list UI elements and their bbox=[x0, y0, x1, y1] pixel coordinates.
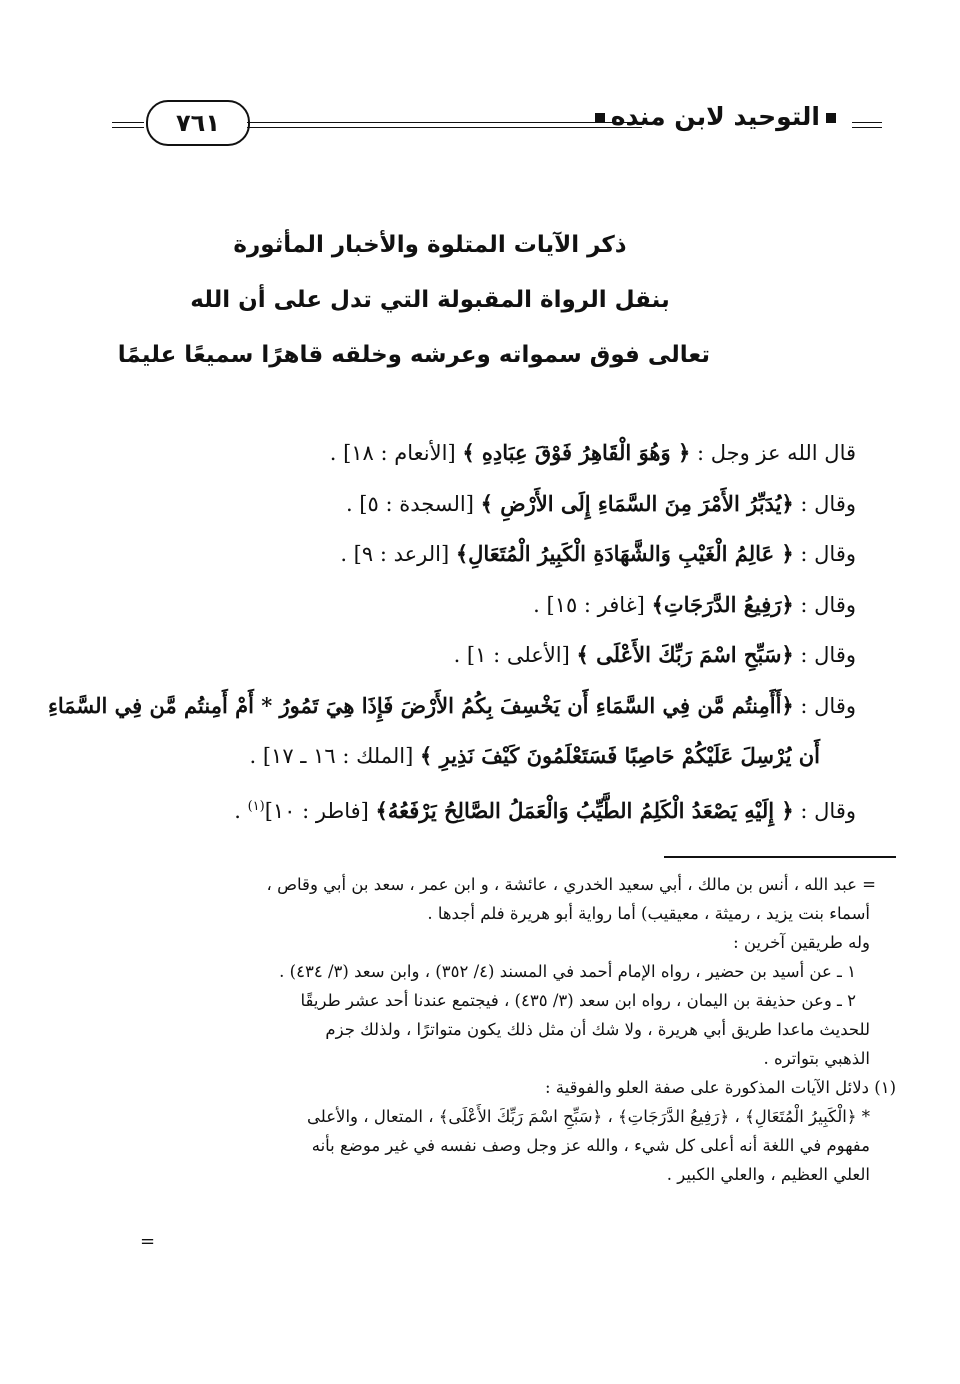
footnote-line: مفهوم في اللغة أنه أعلى كل شيء ، والله عز وجل وصف نفسه في غير موضع بأنه bbox=[311, 1136, 870, 1155]
verse-prefix: وقال : bbox=[793, 798, 856, 823]
footnote-line: * ﴿الْكَبِيرُ الْمُتَعَالِ﴾ ، ﴿رَفِيعُ الدَّرَجَاتِ﴾ ، ﴿سَبِّحِ اسْمَ رَبِّكَ الأَعْلَى﴾ ، المتعال ، والأعلى bbox=[307, 1107, 870, 1126]
verse-prefix: وقال : bbox=[793, 491, 856, 516]
verse-line bbox=[111, 630, 856, 681]
footnote-line: (١) دلائل الآيات المذكورة على صفة العلو والفوقية : bbox=[544, 1078, 896, 1097]
footnote-line: الذهبي بتواتره . bbox=[763, 1049, 870, 1068]
quran-text: ﴿يُدَبِّرُ الأَمْرَ مِنَ السَّمَاءِ إِلَى الأَرْضِ ﴾ bbox=[480, 490, 794, 516]
verse-end: . bbox=[234, 798, 248, 823]
verse-prefix: قال الله عز وجل : bbox=[690, 441, 856, 465]
footnote-separator bbox=[664, 856, 896, 858]
footnote-line: = عبد الله ، أنس بن مالك ، أبي سعيد الخدري ، عائشة ، و ابن عمر ، سعد بن أبي وقاص ، bbox=[266, 875, 876, 894]
footnote-line: أسماء بنت يزيد ، رميثة ، معيقيب) أما رواية أبو هريرة فلم أجدها . bbox=[427, 904, 870, 923]
verse-prefix: وقال : bbox=[793, 542, 856, 566]
footnote-line: وله طريقين آخرين : bbox=[733, 933, 870, 952]
verse-line bbox=[111, 782, 856, 837]
verse-prefix: وقال : bbox=[793, 693, 856, 718]
verse-ref: [الأنعام : ١٨] . bbox=[329, 441, 463, 465]
header-square-right-icon bbox=[826, 113, 836, 123]
header-rule-right bbox=[852, 122, 882, 128]
quran-text: ﴿ إِلَيْهِ يَصْعَدُ الْكَلِمُ الطَّيِّبُ وَالْعَمَلُ الصَّالِحُ يَرْفَعُهُ﴾ bbox=[375, 797, 794, 823]
quran-text: ﴿ عَالِمُ الْغَيْبِ وَالشَّهَادَةِ الْكَبِيرُ الْمُتَعَالِ﴾ bbox=[455, 541, 794, 566]
verse-ref: [الرعد : ٩] . bbox=[340, 542, 456, 566]
verse-prefix: وقال : bbox=[793, 643, 856, 667]
footnote-line: العلي العظيم ، والعلي الكبير . bbox=[666, 1165, 870, 1184]
footnote-marker[interactable]: (١) bbox=[247, 798, 265, 814]
footnote-line: ١ ـ عن أسيد بن حضير ، رواه الإمام أحمد في المسند (٤/ ٣٥٢) ، وابن سعد (٣/ ٤٣٤) . bbox=[279, 962, 856, 981]
verse-ref: [السجدة : ٥] . bbox=[345, 491, 481, 516]
title-line-3: تعالى فوق سمواته وعرشه وخلقه قاهرًا سميعًا عليمًا bbox=[117, 342, 710, 368]
verse-ref: [فاطر : ١٠] bbox=[264, 798, 376, 823]
footnote-line: للحديث ماعدا طريق أبي هريرة ، ولا شك أن مثل ذلك يكون متواترًا ، ولذلك جزم bbox=[325, 1020, 870, 1039]
verse-line bbox=[111, 529, 856, 580]
verse-prefix: وقال : bbox=[793, 592, 856, 617]
verse-line bbox=[111, 580, 856, 631]
title-line-2: بنقل الرواة المقبولة التي تدل على أن الله bbox=[190, 287, 670, 313]
page-number: ٧٦١ bbox=[146, 100, 250, 146]
quran-text: أَن يُرْسِلَ عَلَيْكُمْ حَاصِبًا فَسَتَعْلَمُونَ كَيْفَ نَذِيرِ ﴾ bbox=[420, 743, 820, 768]
header-rule-middle bbox=[247, 122, 642, 128]
verse-list bbox=[47, 428, 856, 836]
verse-line bbox=[47, 681, 856, 732]
header-rule-left bbox=[112, 122, 144, 128]
verse-ref: [الملك : ١٦ ـ ١٧] . bbox=[249, 744, 421, 768]
verse-line bbox=[111, 428, 856, 479]
quran-text: ﴿رَفِيعُ الدَّرَجَاتِ﴾ bbox=[651, 591, 794, 617]
quran-text: ﴿سَبِّحِ اسْمَ رَبِّكَ الأَعْلَى ﴾ bbox=[576, 642, 794, 667]
title-line-1: ذكر الآيات المتلوة والأخبار المأثورة bbox=[233, 232, 627, 258]
verse-ref: [الأعلى : ١] . bbox=[453, 643, 577, 667]
verse-ref: [غافر : ١٥] . bbox=[533, 592, 652, 617]
verse-line bbox=[111, 479, 856, 530]
quran-text: ﴿أَأَمِنتُم مَّن فِي السَّمَاءِ أَن يَخْسِفَ بِكُمُ الأَرْضَ فَإِذَا هِيَ تَمُورُ * أَمْ أَمِنتُم مَّن فِي السَّمَاءِ bbox=[47, 692, 794, 718]
footnotes bbox=[130, 870, 896, 1189]
chapter-title bbox=[117, 218, 710, 383]
quran-text: ﴿ وَهُوَ الْقَاهِرُ فَوْقَ عِبَادِهِ ﴾ bbox=[462, 440, 691, 465]
footnote-line: ٢ ـ وعن حذيفة بن اليمان ، رواه ابن سعد (٣/ ٤٣٥) ، فيجتمع عندنا أحد عشر طريقًا bbox=[300, 991, 856, 1010]
book-title: التوحيد لابن منده bbox=[610, 102, 820, 131]
footnote-continuation-mark: = bbox=[140, 1231, 156, 1252]
verse-line-continuation bbox=[111, 731, 856, 782]
running-header bbox=[112, 96, 882, 152]
